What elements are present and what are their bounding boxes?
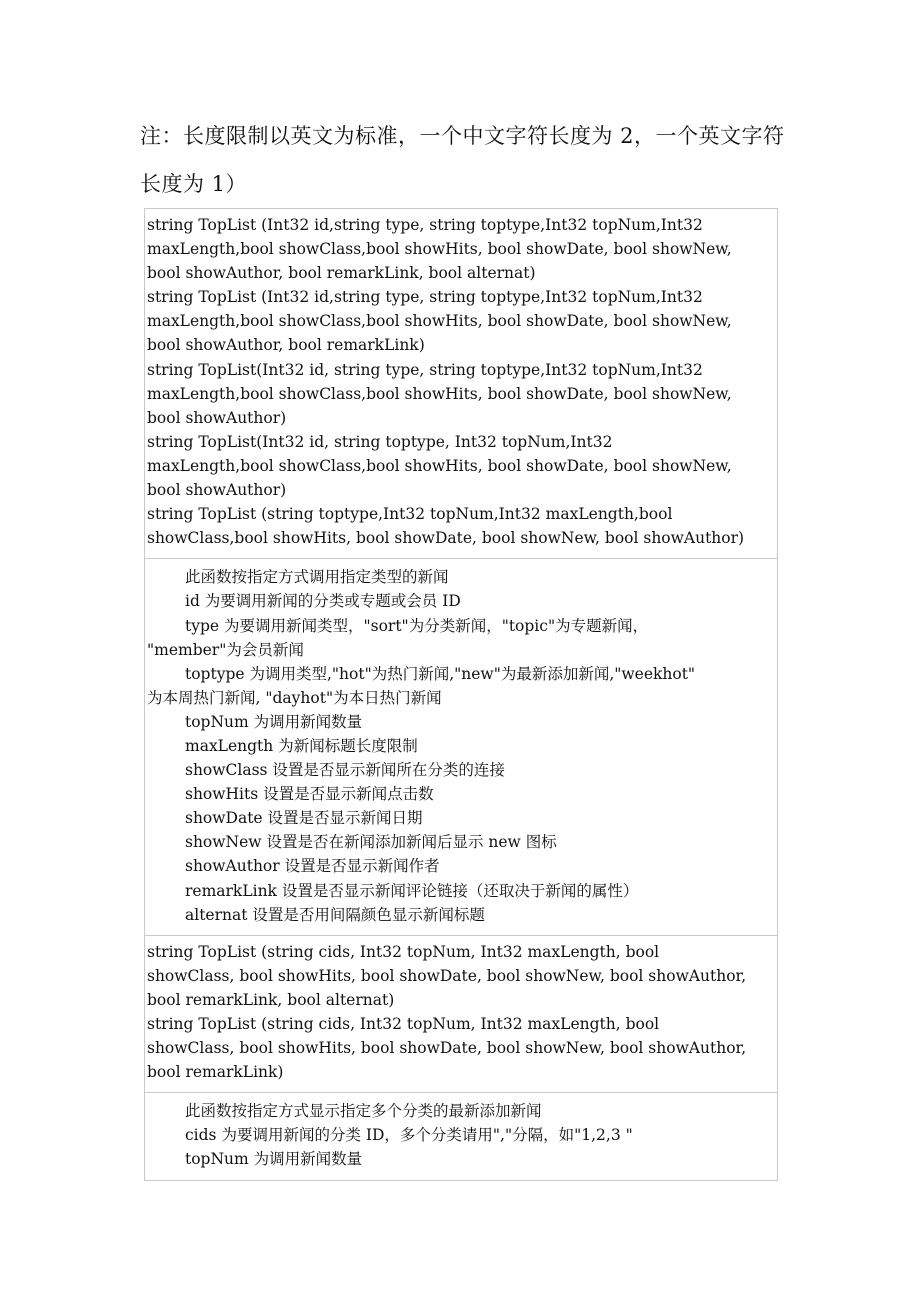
signature-line: maxLength,bool showClass,bool showHits, bool showDate, bool showNew, (147, 384, 732, 403)
signature-line: maxLength,bool showClass,bool showHits, bool showDate, bool showNew, (147, 240, 732, 259)
note-line-1: 注：长度限制以英文为标准，一个中文字符长度为 2，一个英文字符 (140, 124, 785, 148)
signature-line: bool showAuthor, bool remarkLink) (147, 336, 425, 355)
signature-line: string TopList (Int32 id,string type, string toptype,Int32 topNum,Int32 (147, 288, 703, 307)
description-line: 为本周热门新闻, "dayhot"为本日热门新闻 (147, 688, 442, 707)
toplist-cids-description-cell (145, 1092, 777, 1179)
description-line: toptype 为调用类型,"hot"为热门新闻,"new"为最新添加新闻,"weekhot" (185, 664, 696, 683)
signature-line: maxLength,bool showClass,bool showHits, bool showDate, bool showNew, (147, 456, 732, 475)
signature-line: string TopList (Int32 id,string type, string toptype,Int32 topNum,Int32 (147, 216, 703, 234)
toplist-signatures-cell (145, 209, 777, 558)
signature-line: showClass, bool showHits, bool showDate, bool showNew, bool showAuthor, (147, 1039, 747, 1058)
note-paragraph (140, 112, 790, 208)
description-line: topNum 为调用新闻数量 (185, 1150, 363, 1169)
description-line: id 为要调用新闻的分类或专题或会员 ID (185, 592, 461, 611)
signature-line: bool showAuthor) (147, 481, 287, 500)
signature-line: bool showAuthor, bool remarkLink, bool alternat) (147, 264, 536, 283)
signature-line: string TopList (string cids, Int32 topNum, Int32 maxLength, bool (147, 1015, 660, 1033)
signature-line: string TopList(Int32 id, string toptype, Int32 topNum,Int32 (147, 432, 613, 451)
description-line: 此函数按指定方式显示指定多个分类的最新添加新闻 (185, 1102, 542, 1121)
signature-line: string TopList (string cids, Int32 topNum, Int32 maxLength, bool (147, 942, 660, 961)
signature-line: showClass,bool showHits, bool showDate, bool showNew, bool showAuthor) (147, 529, 745, 548)
signature-line: bool remarkLink) (147, 1063, 284, 1082)
signature-line: showClass, bool showHits, bool showDate, bool showNew, bool showAuthor, (147, 966, 747, 985)
description-line: showNew 设置是否在新闻添加新闻后显示 new 图标 (185, 833, 557, 852)
signature-line: maxLength,bool showClass,bool showHits, bool showDate, bool showNew, (147, 312, 732, 331)
description-line: "member"为会员新闻 (147, 640, 304, 659)
description-line: maxLength 为新闻标题长度限制 (185, 736, 418, 755)
description-line: type 为要调用新闻类型，"sort"为分类新闻，"topic"为专题新闻， (185, 616, 649, 635)
description-line: showAuthor 设置是否显示新闻作者 (185, 857, 440, 876)
description-line: showDate 设置是否显示新闻日期 (185, 809, 423, 828)
api-table (144, 208, 778, 1181)
description-line: cids 为要调用新闻的分类 ID，多个分类请用","分隔，如"1,2,3 " (185, 1126, 633, 1145)
note-line-2: 长度为 1） (140, 172, 248, 196)
toplist-description-cell (145, 558, 777, 934)
description-line: remarkLink 设置是否显示新闻评论链接（还取决于新闻的属性） (185, 881, 639, 900)
signature-line: string TopList (string toptype,Int32 topNum,Int32 maxLength,bool (147, 505, 673, 524)
description-line: showHits 设置是否显示新闻点击数 (185, 785, 434, 804)
description-line: showClass 设置是否显示新闻所在分类的连接 (185, 761, 505, 780)
signature-line: string TopList(Int32 id, string type, string toptype,Int32 topNum,Int32 (147, 360, 703, 379)
description-line: alternat 设置是否用间隔颜色显示新闻标题 (185, 905, 485, 924)
signature-line: bool showAuthor) (147, 408, 287, 427)
toplist-cids-signatures-cell (145, 935, 777, 1093)
description-line: 此函数按指定方式调用指定类型的新闻 (185, 568, 449, 587)
description-line: topNum 为调用新闻数量 (185, 712, 363, 731)
signature-line: bool remarkLink, bool alternat) (147, 990, 395, 1009)
